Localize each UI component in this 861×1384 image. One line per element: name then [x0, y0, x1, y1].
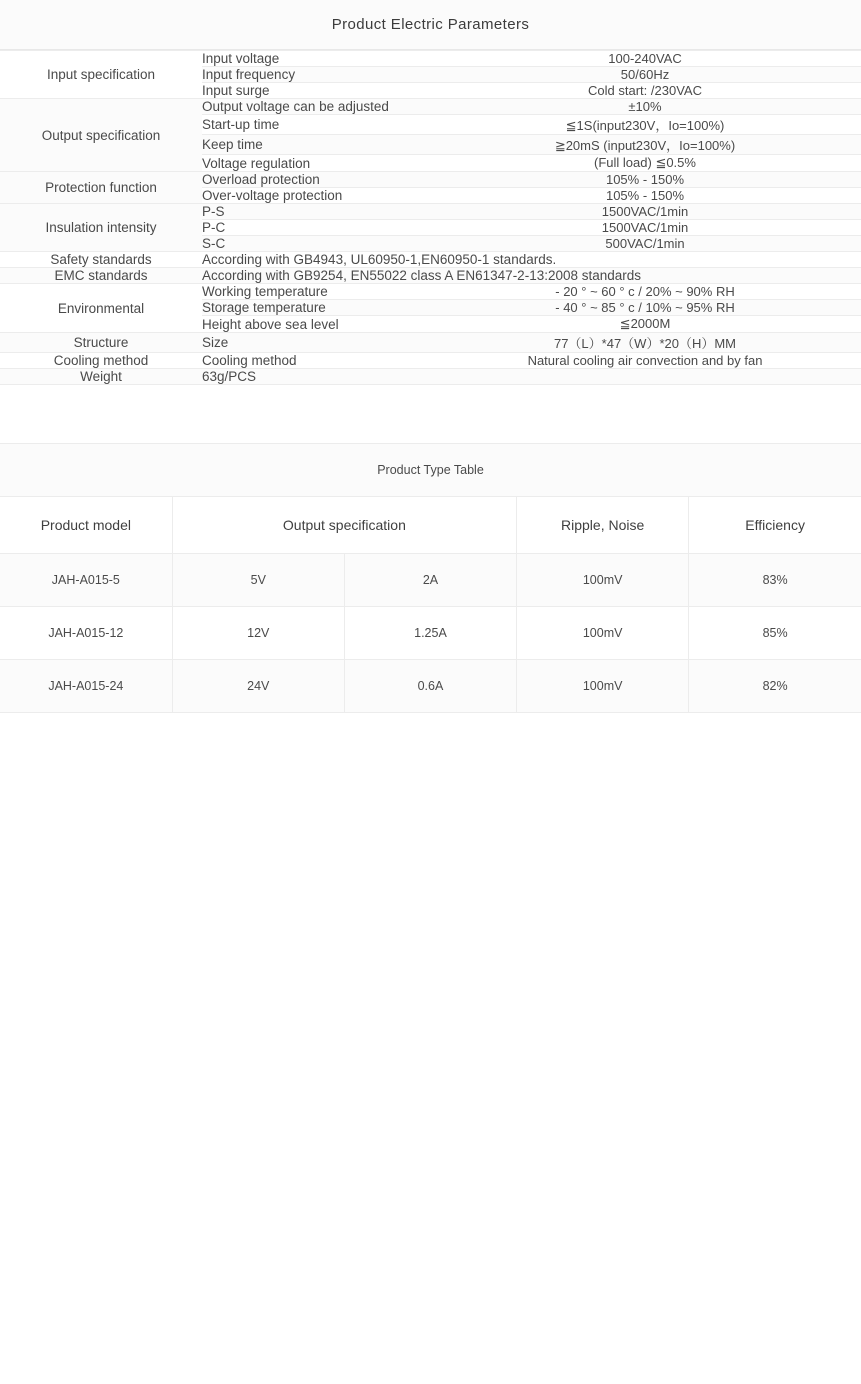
spec-group-label: Weight	[0, 369, 202, 385]
table-row	[0, 284, 861, 300]
spec-item-label: Input frequency	[202, 67, 429, 83]
spec-item-value: 1500VAC/1min	[429, 204, 861, 220]
electric-parameters-table	[0, 50, 861, 385]
product-type-title: Product Type Table	[0, 444, 861, 497]
spec-item-label: Keep time	[202, 135, 429, 155]
table-row	[0, 252, 861, 268]
cell-output-current: 1.25A	[344, 607, 516, 660]
spec-item-value: 100-240VAC	[429, 51, 861, 67]
spec-group-label: Protection function	[0, 172, 202, 204]
product-type-table	[0, 443, 861, 713]
cell-output-voltage: 24V	[172, 660, 344, 713]
spec-group-label: Structure	[0, 333, 202, 353]
spec-group-label: Safety standards	[0, 252, 202, 268]
cell-efficiency: 85%	[689, 607, 861, 660]
table-row	[0, 353, 861, 369]
table-row	[0, 172, 861, 188]
spec-item-label: P-S	[202, 204, 429, 220]
spec-full-value: According with GB4943, UL60950-1,EN60950-1 standards.	[202, 252, 861, 268]
spec-item-value: 77（L）*47（W）*20（H）MM	[429, 333, 861, 353]
spec-group-label: EMC standards	[0, 268, 202, 284]
spec-item-value: Natural cooling air convection and by fan	[429, 353, 861, 369]
spec-group-label: Output specification	[0, 99, 202, 172]
table-row	[0, 99, 861, 115]
spec-group-label: Environmental	[0, 284, 202, 333]
header-output-specification: Output specification	[172, 497, 516, 554]
spec-group-label: Cooling method	[0, 353, 202, 369]
spec-group-label: Input specification	[0, 51, 202, 99]
table-row	[0, 607, 861, 660]
spec-item-label: Input voltage	[202, 51, 429, 67]
spec-item-label: S-C	[202, 236, 429, 252]
electric-parameters-title: Product Electric Parameters	[0, 0, 861, 50]
header-ripple-noise: Ripple, Noise	[517, 497, 689, 554]
spec-item-value: 1500VAC/1min	[429, 220, 861, 236]
product-type-body	[0, 554, 861, 713]
header-efficiency: Efficiency	[689, 497, 861, 554]
spec-item-value: - 40 ° ~ 85 ° c / 10% ~ 95% RH	[429, 300, 861, 316]
electric-parameters-body	[0, 51, 861, 385]
spec-item-label: Storage temperature	[202, 300, 429, 316]
spec-full-value: 63g/PCS	[202, 369, 861, 385]
spec-item-value: 50/60Hz	[429, 67, 861, 83]
spec-item-value: (Full load) ≦0.5%	[429, 155, 861, 172]
table-row	[0, 333, 861, 353]
spec-item-label: Over-voltage protection	[202, 188, 429, 204]
product-type-header-row	[0, 497, 861, 554]
product-type-section	[0, 443, 861, 713]
spec-item-value: 500VAC/1min	[429, 236, 861, 252]
cell-output-current: 0.6A	[344, 660, 516, 713]
spec-item-label: Cooling method	[202, 353, 429, 369]
cell-output-voltage: 12V	[172, 607, 344, 660]
table-row	[0, 660, 861, 713]
cell-output-current: 2A	[344, 554, 516, 607]
spec-item-value: ±10%	[429, 99, 861, 115]
spec-item-label: Overload protection	[202, 172, 429, 188]
spec-item-label: Start-up time	[202, 115, 429, 135]
spec-item-label: Input surge	[202, 83, 429, 99]
cell-ripple-noise: 100mV	[517, 607, 689, 660]
spec-item-value: Cold start: /230VAC	[429, 83, 861, 99]
spec-group-label: Insulation intensity	[0, 204, 202, 252]
cell-product-model: JAH-A015-12	[0, 607, 172, 660]
spec-item-label: Size	[202, 333, 429, 353]
spec-item-value: ≦2000M	[429, 316, 861, 333]
table-row	[0, 268, 861, 284]
product-type-title-row	[0, 444, 861, 497]
spec-item-label: Height above sea level	[202, 316, 429, 333]
table-row	[0, 554, 861, 607]
spec-item-label: P-C	[202, 220, 429, 236]
cell-efficiency: 82%	[689, 660, 861, 713]
header-product-model: Product model	[0, 497, 172, 554]
spec-full-value: According with GB9254, EN55022 class A EN61347-2-13:2008 standards	[202, 268, 861, 284]
cell-ripple-noise: 100mV	[517, 660, 689, 713]
cell-product-model: JAH-A015-24	[0, 660, 172, 713]
spec-item-value: 105% - 150%	[429, 188, 861, 204]
table-row	[0, 51, 861, 67]
section-spacer	[0, 385, 861, 443]
cell-ripple-noise: 100mV	[517, 554, 689, 607]
table-row	[0, 369, 861, 385]
spec-item-value: - 20 ° ~ 60 ° c / 20% ~ 90% RH	[429, 284, 861, 300]
spec-item-label: Output voltage can be adjusted	[202, 99, 429, 115]
spec-item-label: Voltage regulation	[202, 155, 429, 172]
cell-output-voltage: 5V	[172, 554, 344, 607]
cell-product-model: JAH-A015-5	[0, 554, 172, 607]
spec-item-value: ≦1S(input230V，Io=100%)	[429, 115, 861, 135]
cell-efficiency: 83%	[689, 554, 861, 607]
spec-item-value: ≧20mS (input230V，Io=100%)	[429, 135, 861, 155]
spec-item-label: Working temperature	[202, 284, 429, 300]
electric-parameters-section	[0, 0, 861, 385]
spec-item-value: 105% - 150%	[429, 172, 861, 188]
table-row	[0, 204, 861, 220]
